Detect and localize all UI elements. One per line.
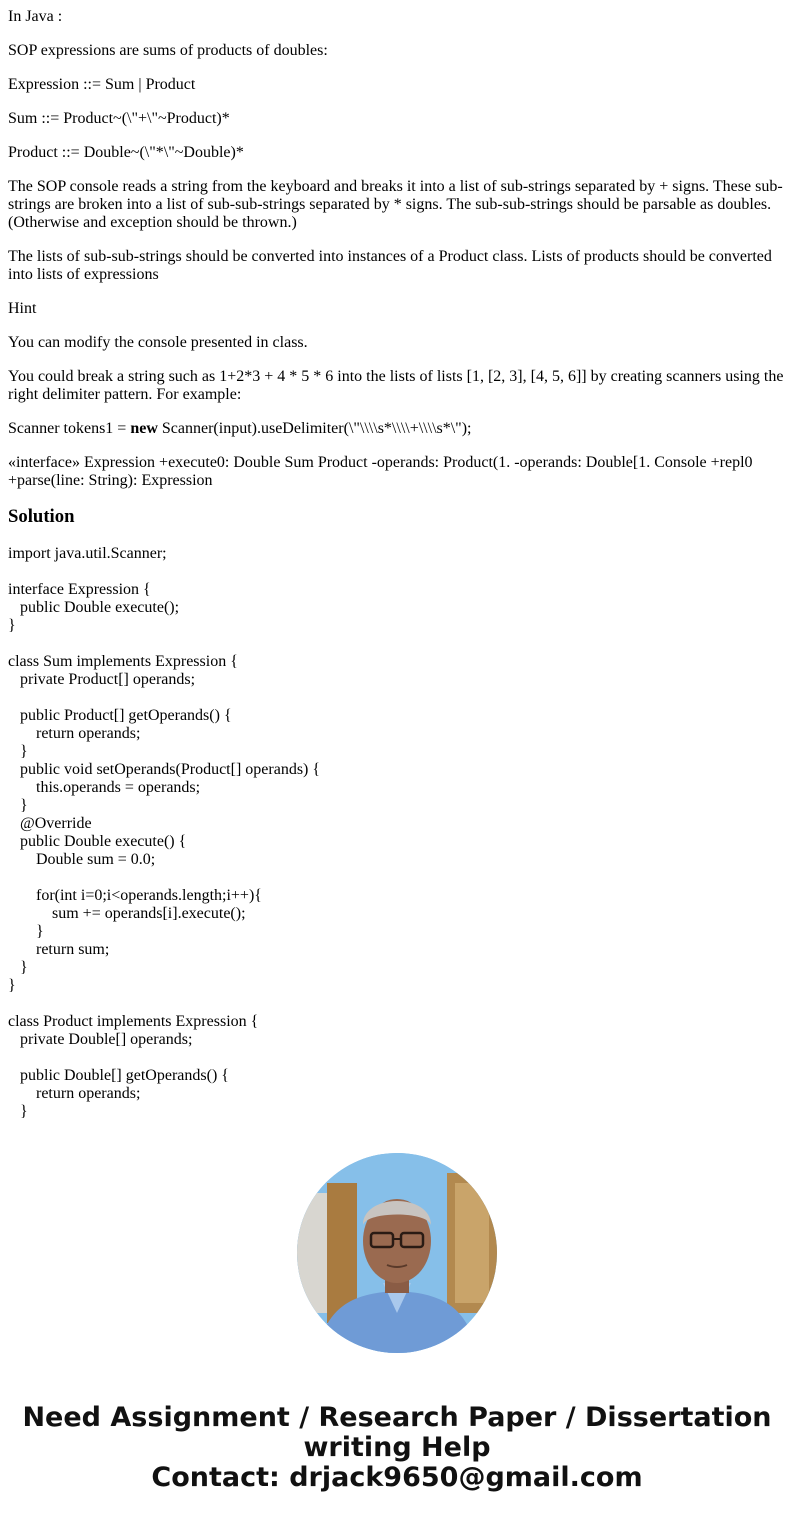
code-line: interface Expression { xyxy=(8,581,151,598)
document-body xyxy=(8,8,786,1121)
code-line: class Product implements Expression { xyxy=(8,1013,259,1030)
author-photo xyxy=(297,1153,497,1353)
question-paragraph-console: The SOP console reads a string from the keyboard and breaks it into a list of sub-strings separated by + signs. These sub-strings are broken into a list of sub-sub-strings separated by * signs. The sub-sub-strings should be parsable as doubles. (Otherwise and exception should be thrown.) xyxy=(8,178,783,231)
code-line: this.operands = operands; xyxy=(8,779,201,796)
scanner-example-suffix: Scanner(input).useDelimiter(\"\\\\s*\\\\+\\\\s*\"); xyxy=(157,420,472,437)
code-line: public Double execute() { xyxy=(8,833,187,850)
code-line: class Sum implements Expression { xyxy=(8,653,238,670)
code-line: public Double execute(); xyxy=(8,599,180,616)
grammar-expression: Expression ::= Sum | Product xyxy=(8,76,196,93)
question-line-language: In Java : xyxy=(8,8,63,25)
code-line: public void setOperands(Product[] operands) { xyxy=(8,761,321,778)
question-line-intro: SOP expressions are sums of products of doubles: xyxy=(8,42,328,59)
code-line: return sum; xyxy=(8,941,110,958)
code-line: public Double[] getOperands() { xyxy=(8,1067,229,1084)
hint-paragraph-console: You can modify the console presented in class. xyxy=(8,334,308,351)
code-line xyxy=(8,635,786,653)
scanner-example-line xyxy=(8,420,786,438)
code-line: } xyxy=(8,797,28,814)
code-line: public Product[] getOperands() { xyxy=(8,707,232,724)
grammar-sum: Sum ::= Product~(\"+\"~Product)* xyxy=(8,110,230,127)
code-line xyxy=(8,563,786,581)
code-line: private Product[] operands; xyxy=(8,671,196,688)
grammar-product: Product ::= Double~(\"*\"~Double)* xyxy=(8,144,244,161)
code-line: @Override xyxy=(8,815,92,832)
code-line xyxy=(8,869,786,887)
code-line: sum += operands[i].execute(); xyxy=(8,905,246,922)
solution-heading: Solution xyxy=(8,506,75,527)
contact-banner-line2: writing Help xyxy=(303,1432,491,1463)
question-paragraph-conversion: The lists of sub-sub-strings should be converted into instances of a Product class. Lists of products should be converted into lists of expressions xyxy=(8,248,772,283)
code-line xyxy=(8,1049,786,1067)
hint-paragraph-example: You could break a string such as 1+2*3 + 4 * 5 * 6 into the lists of lists [1, [2, 3], [4, 5, 6]] by creating scanners using the right delimiter pattern. For example: xyxy=(8,368,784,403)
code-line: } xyxy=(8,977,16,994)
solution-code-block xyxy=(8,545,786,1121)
code-line: } xyxy=(8,959,28,976)
contact-banner-line1: Need Assignment / Research Paper / Dissertation xyxy=(22,1402,772,1433)
contact-banner-email: Contact: drjack9650@gmail.com xyxy=(151,1462,643,1493)
code-line: return operands; xyxy=(8,725,141,742)
code-line: private Double[] operands; xyxy=(8,1031,193,1048)
scanner-example-keyword: new xyxy=(130,420,158,437)
uml-diagram-text: «interface» Expression +execute0: Double Sum Product -operands: Product(1. -operands: Double[1. Console +repl0 +parse(line: String): Expression xyxy=(8,454,753,489)
contact-banner xyxy=(0,1403,794,1493)
code-line: } xyxy=(8,1103,28,1120)
code-line: import java.util.Scanner; xyxy=(8,545,167,562)
code-line: } xyxy=(8,923,44,940)
scanner-example-prefix: Scanner tokens1 = xyxy=(8,420,131,437)
code-line: } xyxy=(8,617,16,634)
code-line: } xyxy=(8,743,28,760)
code-line: for(int i=0;i<operands.length;i++){ xyxy=(8,887,262,904)
hint-label: Hint xyxy=(8,300,37,317)
code-line xyxy=(8,995,786,1013)
code-line: Double sum = 0.0; xyxy=(8,851,156,868)
author-portrait-image xyxy=(297,1153,497,1353)
code-line: return operands; xyxy=(8,1085,141,1102)
code-line xyxy=(8,689,786,707)
